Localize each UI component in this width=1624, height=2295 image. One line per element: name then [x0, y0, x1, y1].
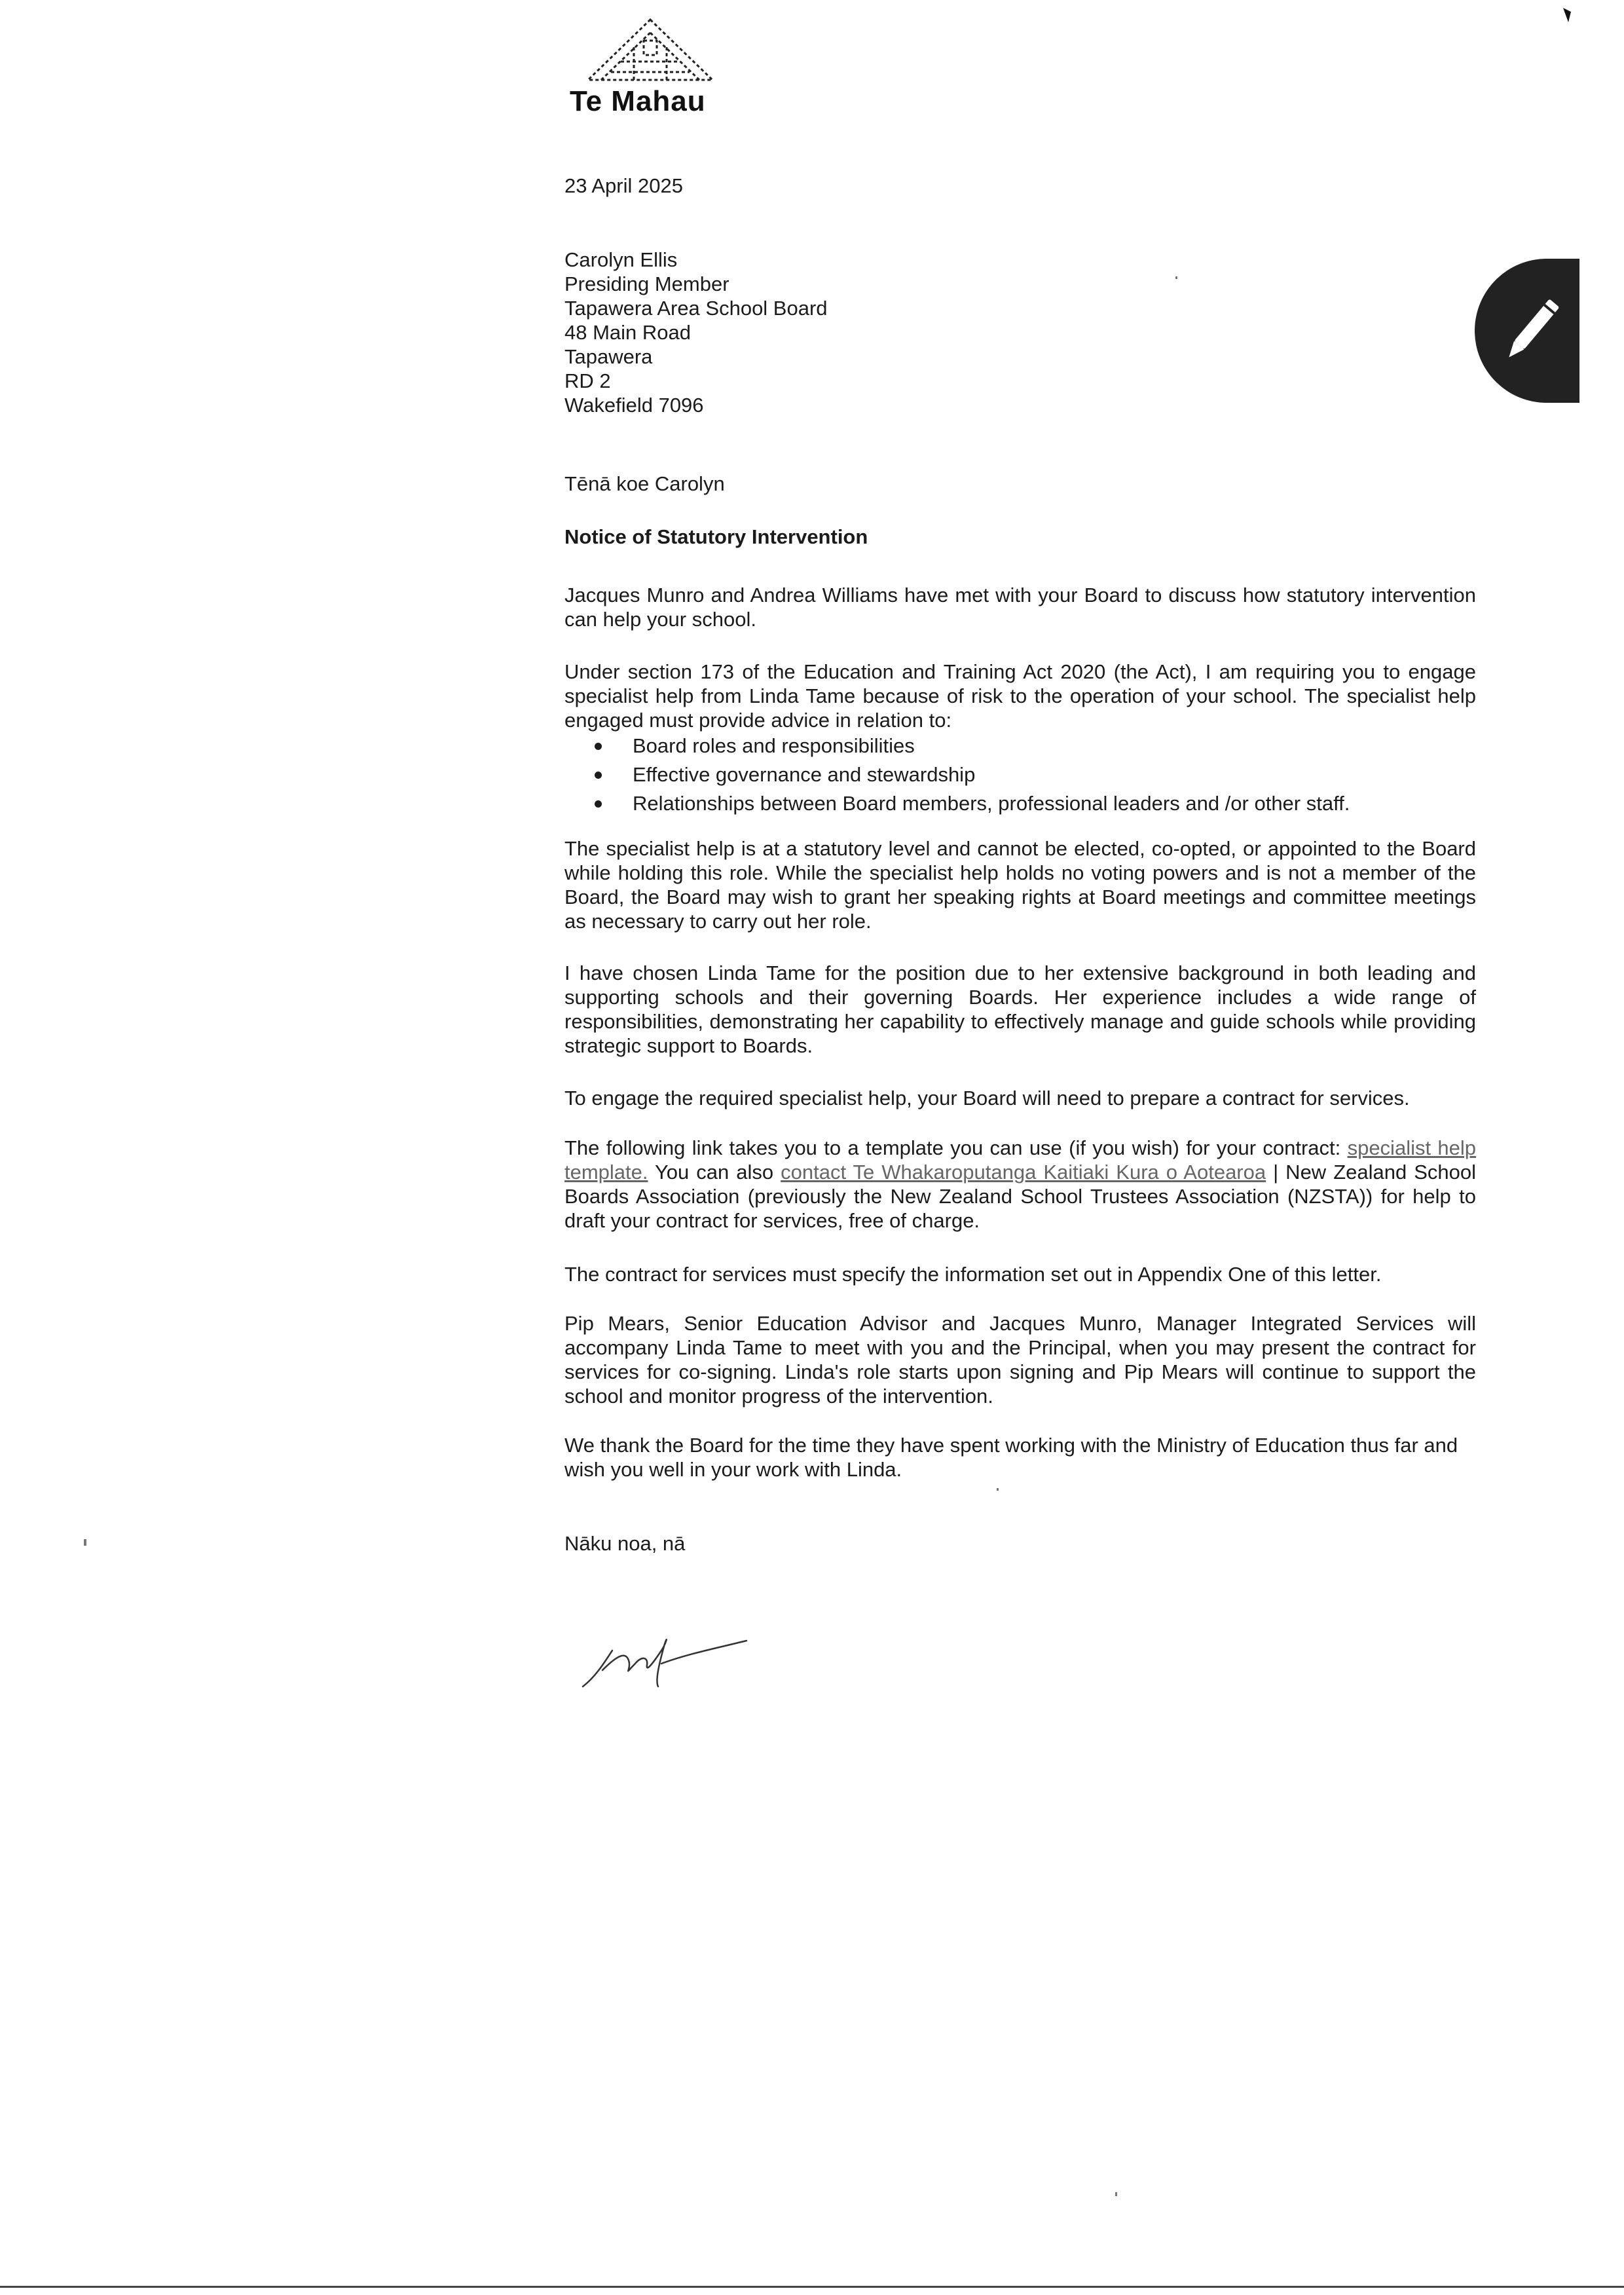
list-item: Relationships between Board members, professional leaders and /or other staff.	[564, 791, 1476, 820]
paragraph: Under section 173 of the Education and Training Act 2020 (the Act), I am requiring you to engage specialist help from Linda Tame because of risk to the operation of your school. The specialist help engaged must provide advice in relation to:	[564, 660, 1476, 732]
scan-speck	[84, 1539, 86, 1546]
signature	[576, 1624, 760, 1700]
scan-edge	[0, 2286, 1624, 2288]
pencil-icon	[1494, 291, 1566, 370]
scan-speck	[1175, 276, 1177, 279]
list-item: Effective governance and stewardship	[564, 762, 1476, 791]
recipient-address	[564, 248, 1476, 417]
paragraph: The contract for services must specify the information set out in Appendix One of this letter.	[564, 1263, 1382, 1286]
paragraph: I have chosen Linda Tame for the position due to her extensive background in both leading and supporting schools and their governing Boards. Her experience includes a wide range of responsibilities, demonstrating her capability to effectively manage and guide schools while providing strategic support to Boards.	[564, 961, 1476, 1057]
paragraph: Jacques Munro and Andrea Williams have met with your Board to discuss how statutory intervention can help your school.	[564, 584, 1476, 631]
logo-text: Te Mahau	[570, 85, 706, 117]
scan-speck	[1115, 2192, 1117, 2196]
address-line: Carolyn Ellis	[564, 248, 678, 271]
subject-heading: Notice of Statutory Intervention	[564, 525, 868, 548]
paragraph: To engage the required specialist help, your Board will need to prepare a contract for services.	[564, 1087, 1410, 1110]
paragraph-text: You can also	[648, 1161, 781, 1184]
address-line: RD 2	[564, 369, 611, 392]
address-line: Wakefield 7096	[564, 394, 704, 417]
scan-speck	[997, 1488, 999, 1491]
paragraph	[564, 1136, 1476, 1233]
paragraph: Pip Mears, Senior Education Advisor and Jacques Munro, Manager Integrated Services will accompany Linda Tame to meet with you and the Principal, when you may present the contract for services for co-signing. Linda's role starts upon signing and Pip Mears will continue to support the school and monitor progress of the intervention.	[564, 1312, 1476, 1408]
letter-date: 23 April 2025	[564, 174, 683, 197]
address-line: 48 Main Road	[564, 321, 692, 344]
address-line: Presiding Member	[564, 272, 729, 295]
te-mahau-logo	[570, 14, 727, 119]
bullet-list	[564, 734, 1476, 820]
paragraph-text: The following link takes you to a template you can use (if you wish) for your contract:	[564, 1136, 1348, 1159]
list-item: Board roles and responsibilities	[564, 734, 1476, 762]
paragraph: The specialist help is at a statutory level and cannot be elected, co-opted, or appointed to the Board while holding this role. While the specialist help holds no voting powers and is not a member of the Board, the Board may wish to grant her speaking rights at Board meetings and committee meetings as necessary to carry out her role.	[564, 837, 1476, 933]
te-mahau-logo-icon	[581, 14, 719, 86]
paragraph-text: | New Zealand School Boards Association (previously the New Zealand School Trustees Association (NZSTA)) for help to draft your contract for services, free of charge.	[564, 1161, 1477, 1232]
paragraph: We thank the Board for the time they have spent working with the Ministry of Education thus far and wish you well in your work with Linda.	[564, 1434, 1458, 1481]
nzsba-contact-link[interactable]: contact Te Whakaroputanga Kaitiaki Kura o Aotearoa	[781, 1161, 1266, 1184]
corner-mark	[1562, 7, 1572, 24]
address-line: Tapawera Area School Board	[564, 297, 828, 320]
salutation: Tēnā koe Carolyn	[564, 472, 725, 495]
edit-button[interactable]	[1475, 259, 1579, 403]
template-link[interactable]: specialist help template.	[564, 1136, 1477, 1184]
address-line: Tapawera	[564, 345, 653, 368]
sign-off: Nāku noa, nā	[564, 1532, 686, 1555]
